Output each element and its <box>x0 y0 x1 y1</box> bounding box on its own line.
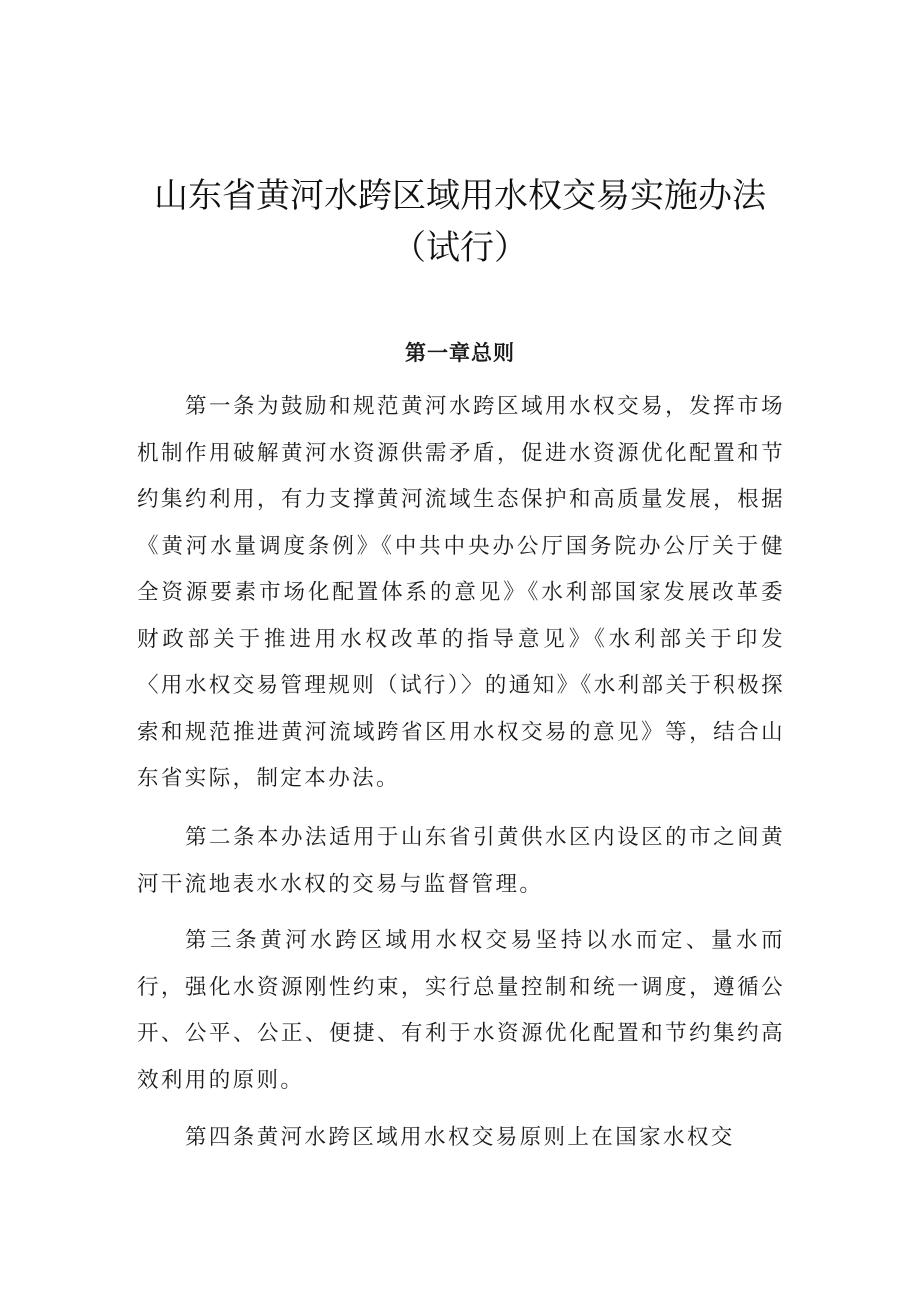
article-1: 第一条为鼓励和规范黄河水跨区域用水权交易，发挥市场机制作用破解黄河水资源供需矛盾，促进水资源优化配置和节约集约利用，有力支撑黄河流域生态保护和高质量发展，根据《黄河水量调度条例》《中共中央办公厅国务院办公厅关于健全资源要素市场化配置体系的意见》《水利部国家发展改革委财政部关于推进用水权改革的指导意见》《水利部关于印发〈用水权交易管理规则（试行）〉的通知》《水利部关于积极探索和规范推进黄河流域跨省区用水权交易的意见》等，结合山东省实际，制定本办法。 <box>137 394 785 791</box>
article-2: 第二条本办法适用于山东省引黄供水区内设区的市之间黄河干流地表水水权的交易与监督管理。 <box>137 825 785 897</box>
chapter-heading: 第一章总则 <box>405 340 515 365</box>
article-3: 第三条黄河水跨区域用水权交易坚持以水而定、量水而行，强化水资源刚性约束，实行总量控制和统一调度，遵循公开、公平、公正、便捷、有利于水资源优化配置和节约集约高效利用的原则。 <box>137 928 785 1093</box>
article-4: 第四条黄河水跨区域用水权交易原则上在国家水权交 <box>185 1125 735 1150</box>
document-title: 山东省黄河水跨区域用水权交易实施办法 <box>154 176 766 216</box>
document-subtitle: （试行） <box>392 228 528 268</box>
